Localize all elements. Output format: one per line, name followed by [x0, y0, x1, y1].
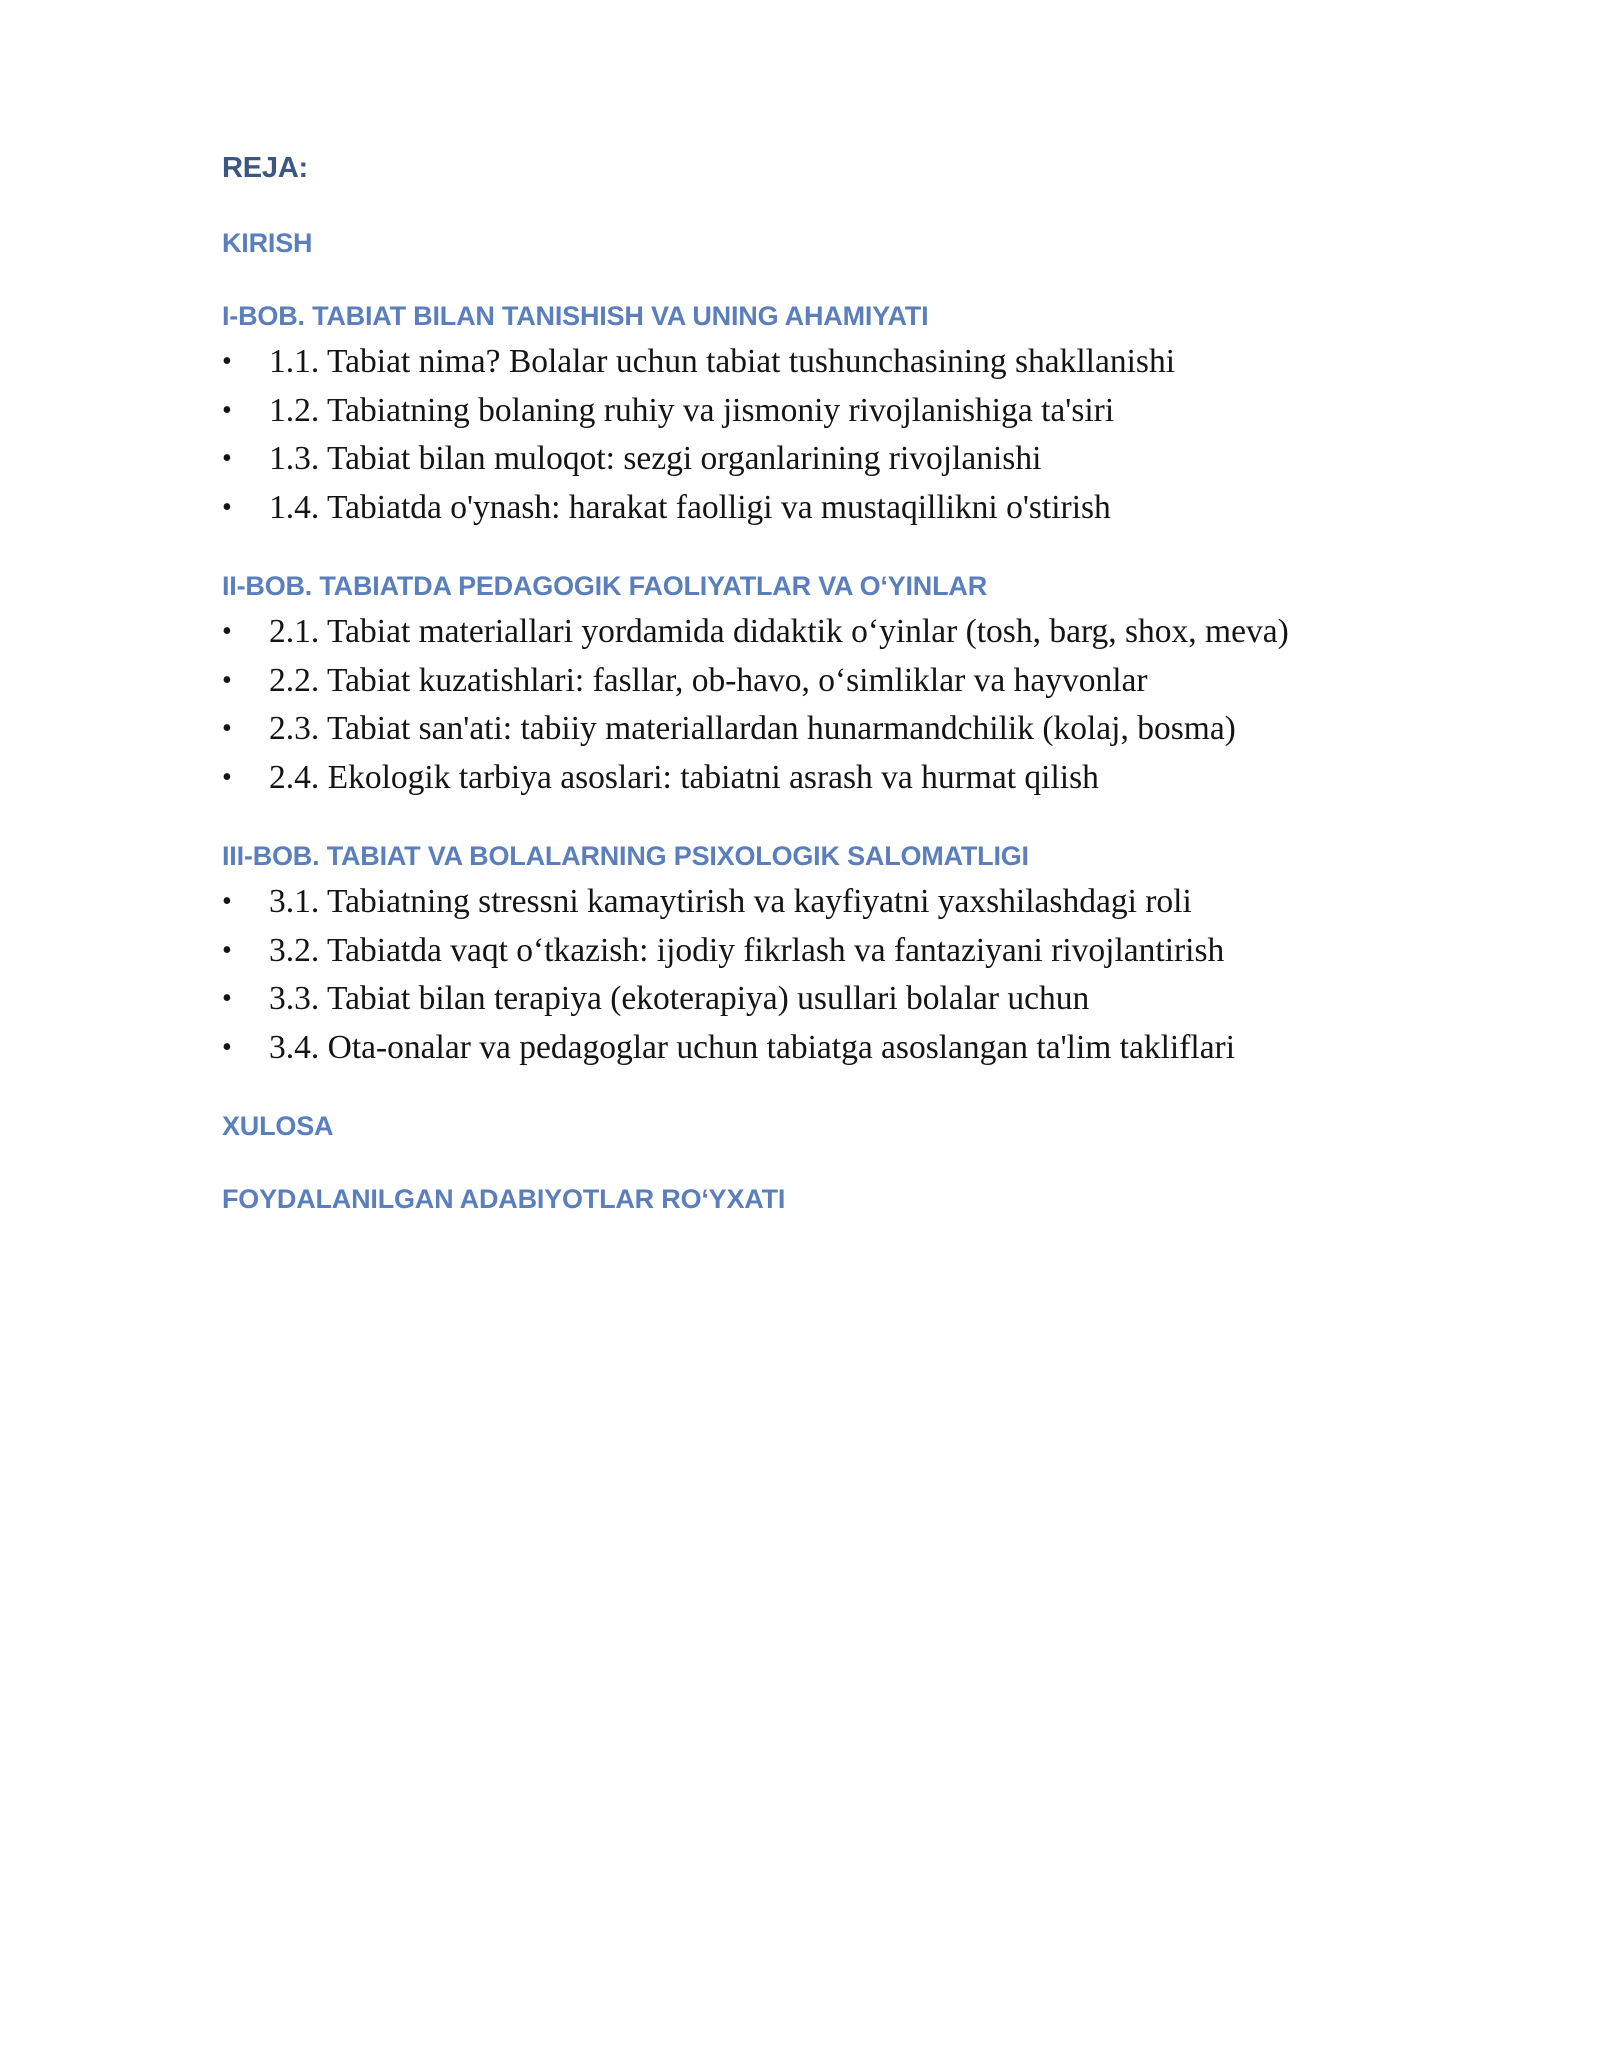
list-item-text: 2.4. Ekologik tarbiya asoslari: tabiatni asrash va hurmat qilish	[269, 758, 1099, 796]
list-item	[222, 927, 1422, 976]
chapter-3	[222, 838, 1422, 1072]
bullet-icon: •	[222, 664, 232, 696]
list-item-text: 3.3. Tabiat bilan terapiya (ekoterapiya) usullari bolalar uchun	[269, 980, 1090, 1017]
bullet-icon: •	[222, 394, 232, 426]
list-item	[222, 754, 1422, 803]
list-item	[222, 975, 1422, 1024]
chapter-title: III-BOB. TABIAT VA BOLALARNING PSIXOLOGIK SALOMATLIGI	[222, 841, 1029, 871]
bullet-icon: •	[222, 983, 232, 1014]
list-item	[222, 608, 1422, 657]
bullet-icon: •	[222, 491, 232, 523]
chapter-items	[222, 608, 1422, 802]
list-item-text: 3.2. Tabiatda vaqt o‘tkazish: ijodiy fikrlash va fantaziyani rivojlantirish	[269, 931, 1225, 969]
list-item	[222, 338, 1422, 387]
list-item-text: 1.2. Tabiatning bolaning ruhiy va jismoniy rivojlanishiga ta'siri	[269, 391, 1115, 429]
list-item	[222, 878, 1422, 927]
chapter-2	[222, 568, 1422, 802]
chapter-title: II-BOB. TABIATDA PEDAGOGIK FAOLIYATLAR VA O‘YINLAR	[222, 571, 987, 601]
chapter-items	[222, 338, 1422, 532]
list-item	[222, 705, 1422, 754]
list-item-text: 1.3. Tabiat bilan muloqot: sezgi organlarining rivojlanishi	[269, 440, 1042, 477]
bullet-icon: •	[222, 761, 232, 793]
intro-heading: KIRISH	[222, 228, 313, 258]
bullet-icon: •	[222, 934, 232, 966]
bullet-icon: •	[222, 346, 232, 377]
list-item-text: 1.4. Tabiatda o'ynash: harakat faolligi va mustaqillikni o'stirish	[269, 488, 1111, 526]
bullet-icon: •	[222, 713, 232, 744]
list-item-text: 2.1. Tabiat materiallari yordamida didaktik o‘yinlar (tosh, barg, shox, meva)	[269, 613, 1289, 650]
conclusion-heading: XULOSA	[222, 1111, 334, 1141]
plan-title: REJA:	[222, 152, 309, 184]
chapter-items	[222, 878, 1422, 1072]
list-item-text: 2.2. Tabiat kuzatishlari: fasllar, ob-havo, o‘simliklar va hayvonlar	[269, 661, 1148, 699]
list-item	[222, 435, 1422, 484]
table-of-contents	[222, 150, 1422, 1217]
list-item-text: 1.1. Tabiat nima? Bolalar uchun tabiat tushunchasining shakllanishi	[269, 343, 1176, 380]
bullet-icon: •	[222, 443, 232, 474]
references-heading: FOYDALANILGAN ADABIYOTLAR RO‘YXATI	[222, 1184, 786, 1214]
list-item	[222, 657, 1422, 706]
chapter-title: I-BOB. TABIAT BILAN TANISHISH VA UNING AHAMIYATI	[222, 301, 929, 331]
bullet-icon: •	[222, 1031, 232, 1063]
list-item	[222, 387, 1422, 436]
bullet-icon: •	[222, 886, 232, 917]
list-item-text: 3.1. Tabiatning stressni kamaytirish va kayfiyatni yaxshilashdagi roli	[269, 883, 1192, 920]
bullet-icon: •	[222, 616, 232, 647]
chapter-1	[222, 298, 1422, 532]
list-item-text: 2.3. Tabiat san'ati: tabiiy materiallardan hunarmandchilik (kolaj, bosma)	[269, 710, 1236, 747]
list-item	[222, 1024, 1422, 1073]
list-item-text: 3.4. Ota-onalar va pedagoglar uchun tabiatga asoslangan ta'lim takliflari	[269, 1028, 1236, 1066]
list-item	[222, 484, 1422, 533]
